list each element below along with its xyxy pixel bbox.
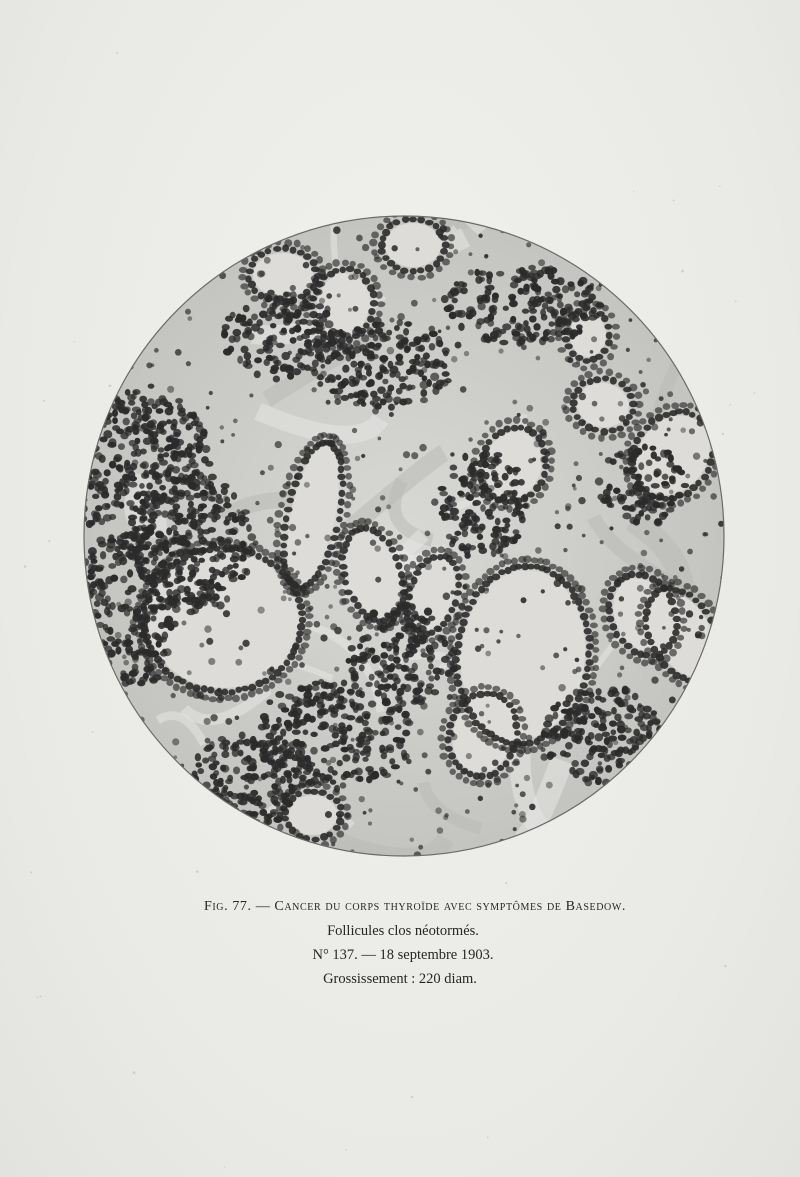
caption-specimen-number: N° 137. — 18 septembre 1903. bbox=[312, 947, 494, 963]
caption-title: Fig. 77. — Cancer du corps thyroïde avec symptômes de Basedow. bbox=[203, 899, 626, 914]
figure-caption bbox=[0, 895, 800, 991]
micrograph bbox=[83, 215, 725, 857]
caption-magnification: Grossissement : 220 diam. bbox=[323, 971, 477, 987]
micrograph-thyroid-section-icon bbox=[83, 215, 725, 857]
caption-description: Follicules clos néotormés. bbox=[327, 923, 479, 939]
